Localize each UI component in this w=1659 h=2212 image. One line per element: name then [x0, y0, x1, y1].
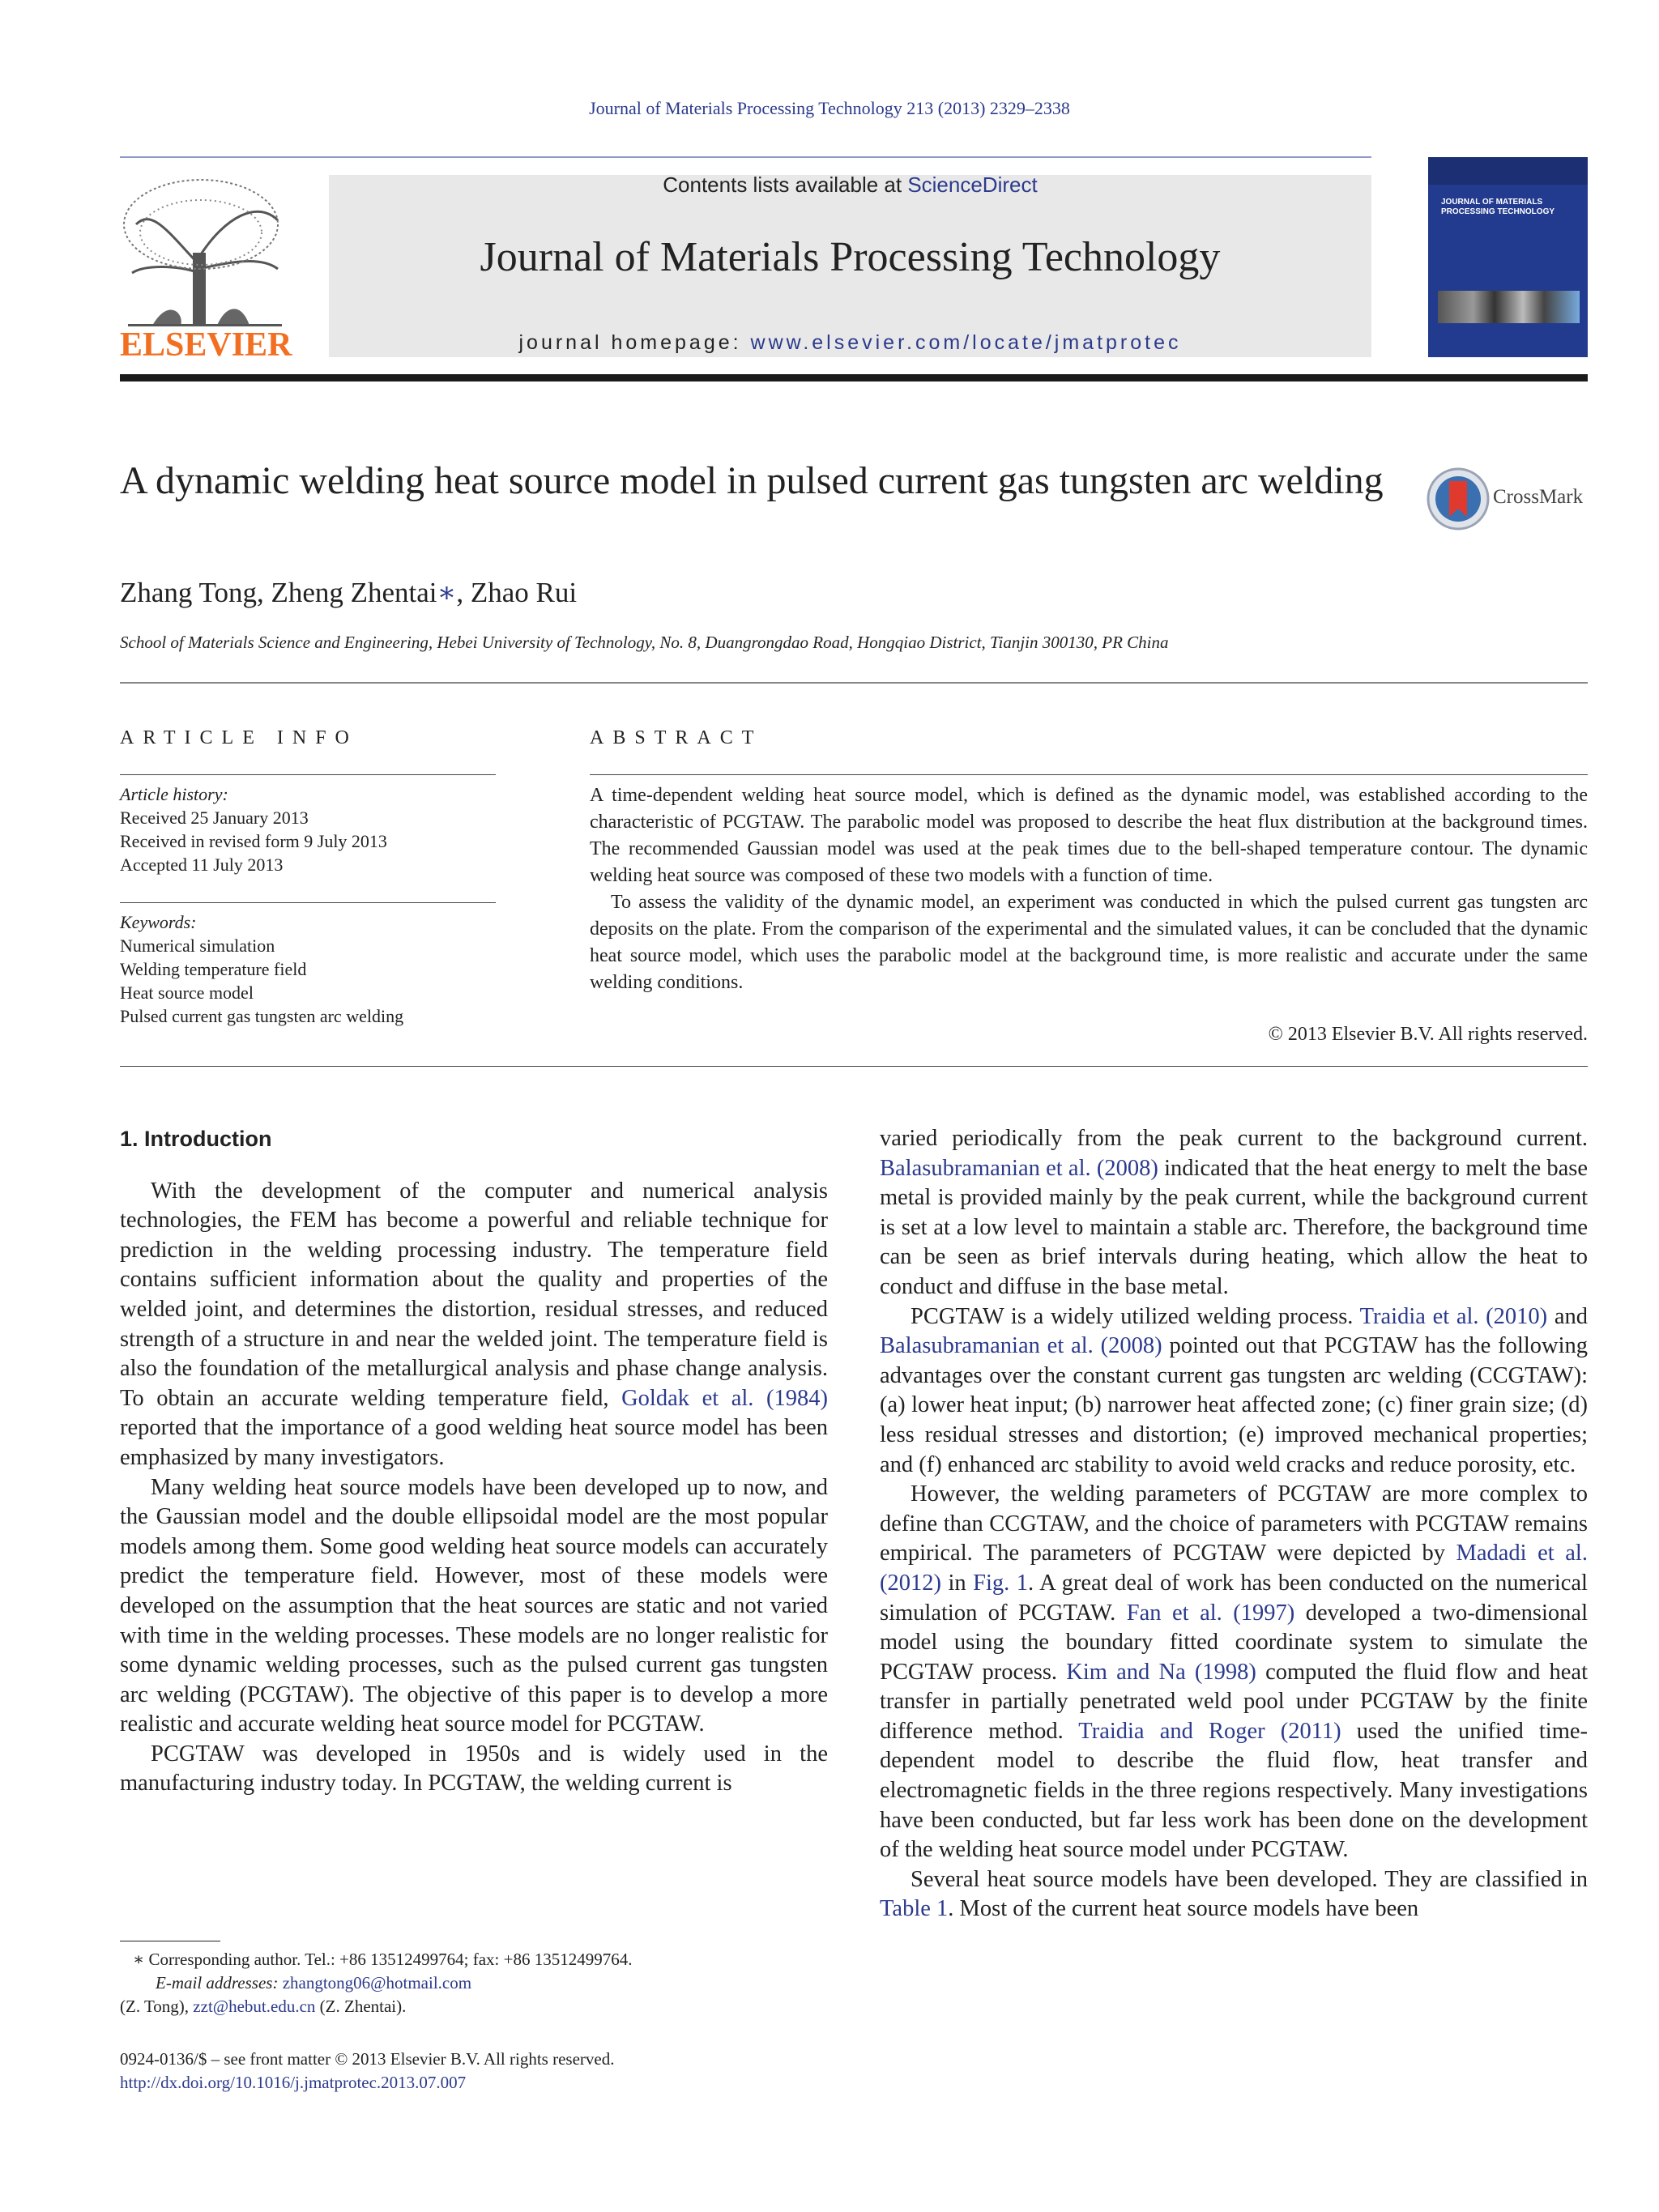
table-link[interactable]: Table 1	[880, 1896, 949, 1922]
citation-link[interactable]: Fan et al. (1997)	[1126, 1600, 1295, 1626]
body-paragraph	[880, 1865, 1588, 1924]
text-run: Several heat source models have been developed. They are classified in	[911, 1866, 1588, 1892]
body-paragraph: Many welding heat source models have been developed up to now, and the Gaussian model and the double ellipsoidal model are the most popular models among them. Some good welding heat source models can accurately predict the temperature field. However, most of these models were developed on the assumption that the heat sources are static and not varied with time in the welding processes. These models are no longer realistic for some dynamic welding processes, such as the pulsed current gas tungsten arc welding (PCGTAW). The objective of this paper is to develop a more realistic and accurate welding heat source model for PCGTAW.	[120, 1474, 828, 1737]
section-heading: 1. Introduction	[120, 1127, 272, 1151]
text-run: used the unified time-dependent model to describe the fluid flow, heat transfer and electromagnetic fields in the three regions respectively. Many investigations have been conducted, but far less work has been done on the development of the welding heat source model under PCGTAW.	[880, 1718, 1589, 1863]
text-run: reported that the importance of a good welding heat source model has been emphasized by many investigators.	[120, 1415, 828, 1470]
text-run: varied periodically from the peak current to the background current.	[880, 1126, 1588, 1151]
text-run: developed a two-dimensional model using the boundary fitted coordinate system to simulate the PCGTAW process.	[880, 1600, 1588, 1685]
text-run: computed the fluid flow and heat transfer in partially penetrated weld pool under PCGTAW by the finite difference method.	[880, 1659, 1589, 1744]
body-paragraph	[880, 1302, 1588, 1481]
citation-link[interactable]: Traidia and Roger (2011)	[1078, 1718, 1341, 1744]
body-column-left	[120, 1124, 828, 1799]
header-thick-rule	[120, 374, 1588, 381]
citation-link[interactable]: Balasubramanian et al. (2008)	[880, 1155, 1158, 1181]
issn-line	[120, 2048, 614, 2095]
affiliation: School of Materials Science and Engineering, Hebei University of Technology, No. 8, Duangrongdao Road, Hongqiao District, Tianjin 300130, PR China	[120, 633, 1169, 652]
abstract-body	[590, 782, 1588, 996]
keyword-item: Pulsed current gas tungsten arc welding	[120, 1006, 404, 1026]
abstract-copyright: © 2013 Elsevier B.V. All rights reserved.	[1268, 1024, 1588, 1045]
body-paragraph	[880, 1480, 1588, 1865]
email-link[interactable]: zzt@hebut.edu.cn	[193, 1997, 316, 2016]
citation-link[interactable]: Kim and Na (1998)	[1066, 1659, 1256, 1685]
cover-photo-strip	[1438, 291, 1580, 323]
email-line	[120, 1995, 828, 2018]
keywords	[120, 910, 403, 1028]
text-run: and	[1547, 1303, 1588, 1329]
footnote	[120, 1948, 828, 2018]
crossmark-label[interactable]: CrossMark	[1493, 486, 1584, 508]
citation-link[interactable]: Madadi et al. (2012)	[880, 1541, 1588, 1596]
sciencedirect-link[interactable]: ScienceDirect	[907, 173, 1038, 197]
body-paragraph: PCGTAW was developed in 1950s and is widely used in the manufacturing industry today. In PCGTAW, the welding current is	[120, 1741, 828, 1796]
keyword-item: Numerical simulation	[120, 936, 275, 956]
author-list	[120, 577, 577, 609]
contents-prefix: Contents lists available at	[663, 173, 908, 197]
homepage-line	[329, 331, 1371, 355]
homepage-prefix: journal homepage:	[518, 331, 751, 354]
citation-link[interactable]: Balasubramanian et al. (2008)	[880, 1333, 1162, 1359]
history-received: Received 25 January 2013	[120, 808, 309, 828]
citation-link[interactable]: Traidia et al. (2010)	[1359, 1303, 1548, 1329]
info-rule	[120, 902, 496, 903]
figure-link[interactable]: Fig. 1	[973, 1570, 1029, 1596]
corresponding-author-note: ∗ Corresponding author. Tel.: +86 13512499764; fax: +86 13512499764.	[133, 1950, 633, 1969]
article-history	[120, 782, 387, 876]
body-paragraph	[120, 1177, 828, 1473]
history-label: Article history:	[120, 784, 228, 804]
text-run: . A great deal of work has been conducted on the numerical simulation of PCGTAW.	[880, 1570, 1588, 1626]
elsevier-wordmark: ELSEVIER	[120, 326, 292, 364]
text-run: in	[940, 1570, 974, 1596]
email-line	[120, 1971, 828, 1995]
history-accepted: Accepted 11 July 2013	[120, 855, 284, 875]
email-owner: (Z. Zhentai).	[315, 1997, 407, 2016]
doi-link[interactable]: http://dx.doi.org/10.1016/j.jmatprotec.2013.07.007	[120, 2073, 467, 2092]
article-info-heading: ARTICLE INFO	[120, 727, 358, 748]
email-owner: (Z. Tong),	[120, 1997, 194, 2016]
email-label: E-mail addresses:	[156, 1973, 283, 1993]
section-rule	[120, 1066, 1588, 1067]
front-matter-note: 0924-0136/$ – see front matter © 2013 Elsevier B.V. All rights reserved.	[120, 2049, 615, 2069]
crossmark-icon[interactable]	[1426, 467, 1491, 531]
header-rule	[120, 156, 1371, 158]
abstract-paragraph: To assess the validity of the dynamic model, an experiment was conducted in which the pulsed current gas tungsten arc deposits on the plate. From the comparison of the experimental and the simulated values, it can be concluded that the dynamic heat source model, which uses the parabolic model at the background time, is more realistic and accurate under the same welding conditions.	[590, 892, 1588, 993]
corresponding-author-mark[interactable]: ∗	[437, 577, 457, 608]
text-run: However, the welding parameters of PCGTAW are more complex to define than CCGTAW, and the choice of parameters with PCGTAW remains empirical. The parameters of PCGTAW were depicted by	[880, 1481, 1588, 1566]
body-paragraph	[880, 1124, 1588, 1302]
text-run: indicated that the heat energy to melt the base metal is provided mainly by the peak current, while the background current is set at a low level to maintain a stable arc. Therefore, the background time can be seen as brief intervals during heating, which allow the heat to conduct and diffuse in the base metal.	[880, 1155, 1588, 1299]
abstract-paragraph: A time-dependent welding heat source model, which is defined as the dynamic model, was established according to the characteristic of PCGTAW. The parabolic model was proposed to describe the heat flux distribution at the background times. The recommended Gaussian model was used at the peak times due to the bell-shaped temperature contour. The dynamic welding heat source was composed of these two models with a function of time.	[590, 785, 1588, 886]
body-column-right	[880, 1124, 1588, 1924]
history-revised: Received in revised form 9 July 2013	[120, 831, 387, 851]
text-run: With the development of the computer and numerical analysis technologies, the FEM has become a powerful and reliable technique for prediction in the welding processing industry. The temperature field contains sufficient information about the quality and properties of the welded joint, and determines the distortion, residual stresses, and reduced strength of a structure in and near the welded joint. The temperature field is also the foundation of the metallurgical analysis and phase change analysis. To obtain an accurate welding temperature field,	[120, 1178, 828, 1411]
journal-citation[interactable]: Journal of Materials Processing Technology 213 (2013) 2329–2338	[589, 98, 1070, 118]
keywords-label: Keywords:	[120, 912, 197, 932]
text-run: . Most of the current heat source models have been	[948, 1896, 1419, 1922]
citation-link[interactable]: Goldak et al. (1984)	[621, 1385, 828, 1411]
homepage-link[interactable]: www.elsevier.com/locate/jmatprotec	[750, 331, 1182, 354]
author-2: Zheng Zhentai	[271, 577, 437, 608]
info-rule	[120, 774, 496, 775]
journal-title: Journal of Materials Processing Technology	[480, 234, 1221, 280]
author-1: Zhang Tong,	[120, 577, 271, 608]
contents-line	[329, 173, 1371, 198]
author-3: , Zhao Rui	[456, 577, 578, 608]
text-run: pointed out that PCGTAW has the following advantages over the constant current gas tungsten arc welding (CCGTAW): (a) lower heat input; (b) narrower heat affected zone; (c) finer grain size; (d) less residual stresses and distortion; (e) improved mechanical properties; and (f) enhanced arc stability to avoid weld cracks and reduce porosity, etc.	[880, 1333, 1589, 1477]
text-run: PCGTAW is a widely utilized welding process.	[911, 1303, 1360, 1329]
journal-cover-image[interactable]	[1428, 157, 1588, 357]
abstract-rule	[590, 774, 1588, 775]
keyword-item: Welding temperature field	[120, 959, 307, 979]
keyword-item: Heat source model	[120, 982, 254, 1003]
cover-header-band	[1428, 157, 1588, 185]
section-rule	[120, 682, 1588, 684]
abstract-heading: ABSTRACT	[590, 727, 763, 748]
article-title: A dynamic welding heat source model in pulsed current gas tungsten arc welding	[120, 459, 1384, 502]
cover-title: JOURNAL OF MATERIALS PROCESSING TECHNOLOGY	[1441, 198, 1555, 216]
email-link[interactable]: zhangtong06@hotmail.com	[282, 1973, 472, 1993]
